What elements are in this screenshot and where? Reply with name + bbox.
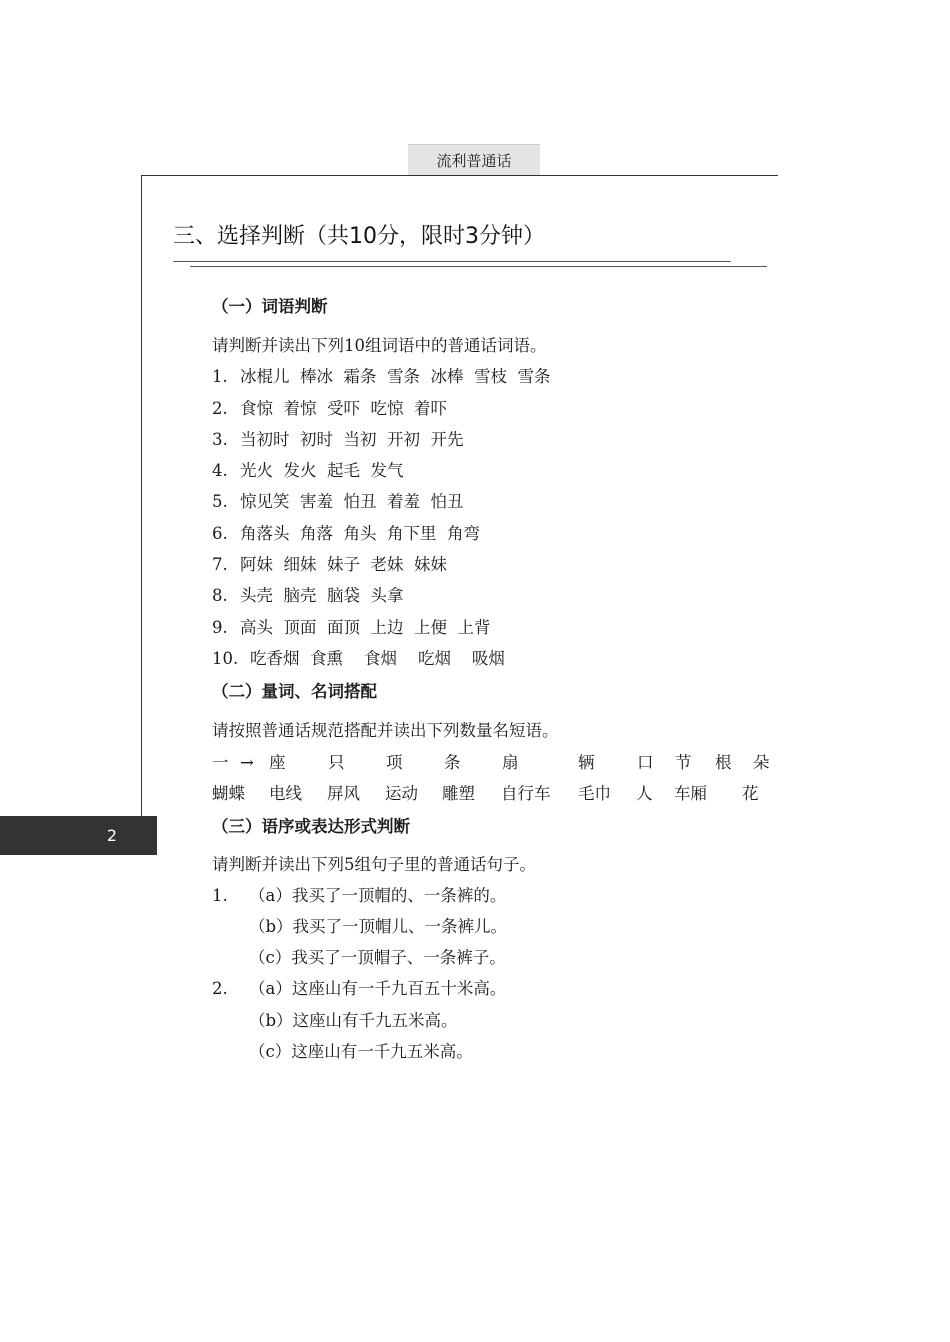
noun-word: 雕塑	[442, 783, 475, 803]
item-words: 角落头 角落 角头 角下里 角弯	[240, 523, 480, 543]
noun-word: 蝴蝶	[212, 783, 245, 803]
title-underline	[173, 261, 731, 262]
frame-top-rule	[141, 175, 778, 176]
sentence-option	[212, 1036, 832, 1067]
part3-list	[212, 880, 832, 1067]
measure-word: 根	[715, 752, 732, 772]
item-number: 6.	[212, 523, 228, 543]
item-words: 食惊 着惊 受吓 吃惊 着吓	[240, 398, 447, 418]
part1-instruction: 请判断并读出下列10组词语中的普通话词语。	[212, 336, 547, 355]
part1-list	[212, 361, 832, 674]
noun-word: 屏风	[327, 783, 360, 803]
part3-instruction: 请判断并读出下列5组句子里的普通话句子。	[212, 854, 536, 874]
item-words: 阿妹 细妹 妹子 老妹 妹妹	[240, 555, 447, 575]
numeral-one: 一	[212, 752, 229, 772]
noun-word: 电线	[269, 783, 302, 803]
measure-word: 条	[444, 752, 461, 772]
frame-left-rule	[141, 175, 142, 817]
word-group-item	[212, 643, 832, 674]
title-underline-2	[190, 266, 767, 267]
measure-word: 辆	[578, 752, 595, 772]
item-number: 5.	[212, 492, 228, 512]
item-number: 7.	[212, 555, 228, 575]
noun-word: 运动	[385, 783, 418, 803]
measure-word: 只	[328, 752, 345, 772]
item-number: 3.	[212, 429, 228, 449]
item-words: 吃香烟 食熏 食烟 吃烟 吸烟	[250, 648, 505, 668]
noun-word: 车厢	[674, 783, 707, 803]
word-group-item	[212, 580, 832, 611]
word-group-item	[212, 455, 832, 486]
item-number: 8.	[212, 586, 228, 606]
item-number: 1.	[212, 367, 228, 387]
group-number: 2.	[212, 979, 228, 999]
sentence-text: （a）我买了一顶帽的、一条裤的。	[249, 885, 507, 905]
item-words: 头壳 脑壳 脑袋 头拿	[240, 586, 404, 606]
item-words: 惊见笑 害羞 怕丑 着羞 怕丑	[240, 492, 464, 512]
part2-heading: （二）量词、名词搭配	[212, 682, 377, 702]
arrow-icon: →	[240, 752, 254, 772]
item-number: 10.	[212, 648, 239, 668]
word-group-item	[212, 486, 832, 517]
noun-word: 自行车	[501, 783, 551, 803]
noun-word: 人	[636, 783, 653, 803]
part2-instruction: 请按照普通话规范搭配并读出下列数量名短语。	[212, 721, 559, 741]
measure-word: 节	[675, 752, 692, 772]
header-tab: 流利普通话	[408, 144, 540, 176]
item-number: 2.	[212, 398, 228, 418]
measure-word: 朵	[753, 752, 770, 772]
sentence-text: （b）这座山有千九五米高。	[249, 1010, 458, 1030]
item-words: 冰棍儿 棒冰 霜条 雪条 冰棒 雪枝 雪条	[240, 367, 551, 387]
noun-row	[212, 778, 832, 809]
item-number: 9.	[212, 617, 228, 637]
noun-word: 毛巾	[578, 783, 611, 803]
item-number: 4.	[212, 461, 228, 481]
measure-word: 口	[637, 752, 654, 772]
sentence-text: （a）这座山有一千九百五十米高。	[249, 979, 507, 999]
section-title: 三、选择判断（共10分，限时3分钟）	[173, 224, 545, 249]
item-words: 当初时 初时 当初 开初 开先	[240, 429, 464, 449]
sentence-option	[212, 1005, 832, 1036]
sentence-option	[212, 911, 832, 942]
sentence-option	[212, 880, 832, 911]
measure-word: 座	[269, 752, 286, 772]
item-words: 高头 顶面 面顶 上边 上便 上背	[240, 617, 491, 637]
sentence-text: （c）我买了一顶帽子、一条裤子。	[249, 948, 506, 968]
word-group-item	[212, 518, 832, 549]
sentence-option	[212, 973, 832, 1004]
content	[212, 292, 832, 1067]
word-group-item	[212, 612, 832, 643]
item-words: 光火 发火 起毛 发气	[240, 461, 404, 481]
sentence-text: （b）我买了一顶帽儿、一条裤儿。	[249, 917, 508, 937]
word-group-item	[212, 424, 832, 455]
part1-heading: （一）词语判断	[212, 297, 328, 316]
page-number: 2	[0, 816, 157, 855]
sentence-text: （c）这座山有一千九五米高。	[249, 1041, 473, 1061]
noun-word: 花	[742, 783, 759, 803]
measure-word: 项	[386, 752, 403, 772]
measure-word: 扇	[502, 752, 519, 772]
word-group-item	[212, 393, 832, 424]
word-group-item	[212, 549, 832, 580]
group-number: 1.	[212, 885, 228, 905]
word-group-item	[212, 361, 832, 392]
part3-heading: （三）语序或表达形式判断	[212, 816, 410, 836]
measure-word-row	[212, 747, 832, 778]
sentence-option	[212, 942, 832, 973]
